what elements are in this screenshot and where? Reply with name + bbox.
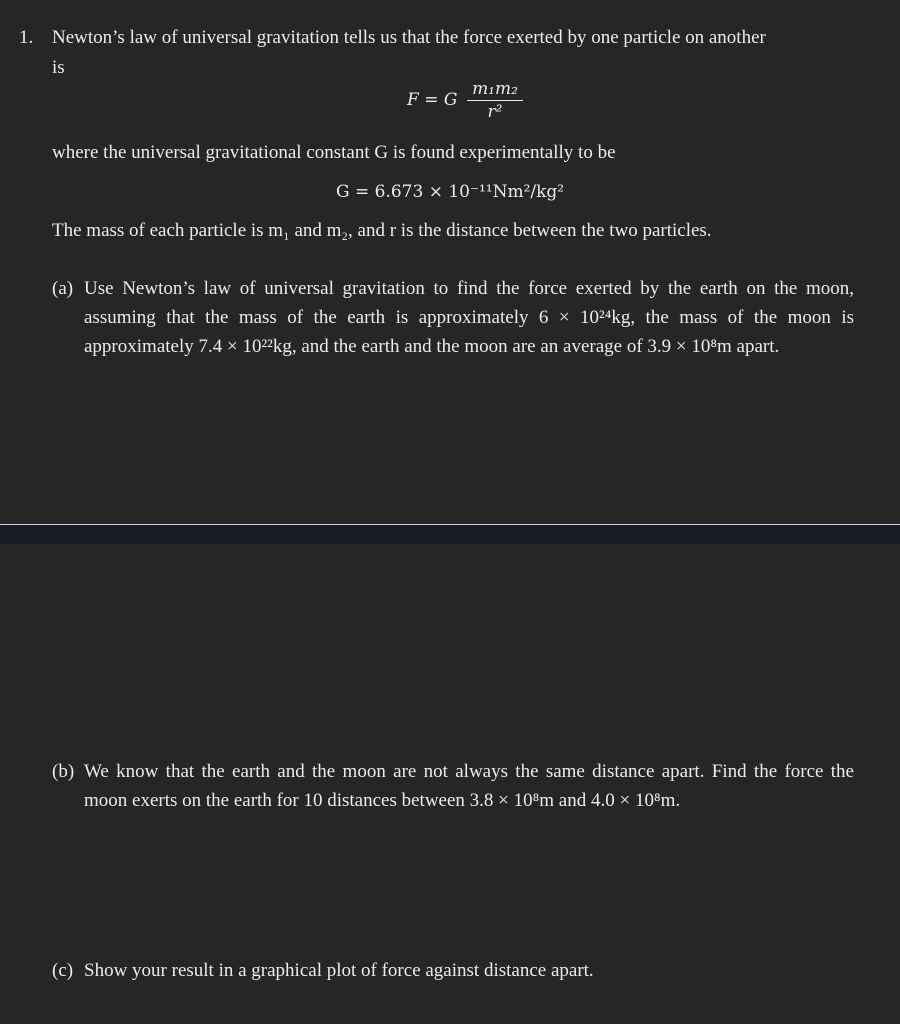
formula-numerator: m₁m₂ [472, 79, 518, 99]
formula-fraction [465, 78, 525, 123]
problem-number: 1. [19, 27, 34, 48]
part-b-label: (b) [52, 761, 75, 782]
part-c-text: Show your result in a graphical plot of force against distance apart. [84, 960, 594, 981]
part-a-text: Use Newton’s law of universal gravitation to find the force exerted by the earth on the moon, assuming that the mass of the earth is approximately 6 × 10²⁴kg, the mass of the moon is approximately 7.4 × 10²²kg, and the earth and the moon are an average of 3.9 × 10⁸m apart. [84, 278, 854, 357]
part-a-label: (a) [52, 278, 74, 299]
formula-lhs: F = G [407, 90, 458, 110]
intro-text-line1: Newton’s law of universal gravitation tells us that the force exerted by one particle on another [52, 27, 766, 48]
constant-description: where the universal gravitational constant G is found experimentally to be [52, 142, 616, 163]
part-b-text: We know that the earth and the moon are not always the same distance apart. Find the force the moon exerts on the earth for 10 distances between 3.8 × 10⁸m and 4.0 × 10⁸m. [84, 761, 854, 811]
part-c-label: (c) [52, 960, 74, 981]
gravitational-constant-equation: G = 6.673 × 10⁻¹¹Nm²/kg² [336, 182, 565, 202]
formula-denominator: r² [487, 102, 503, 122]
section-divider [0, 525, 900, 544]
intro-text-line2: is [52, 57, 65, 78]
mass-description: The mass of each particle is m₁ and m₂, and r is the distance between the two particles. [52, 220, 712, 241]
